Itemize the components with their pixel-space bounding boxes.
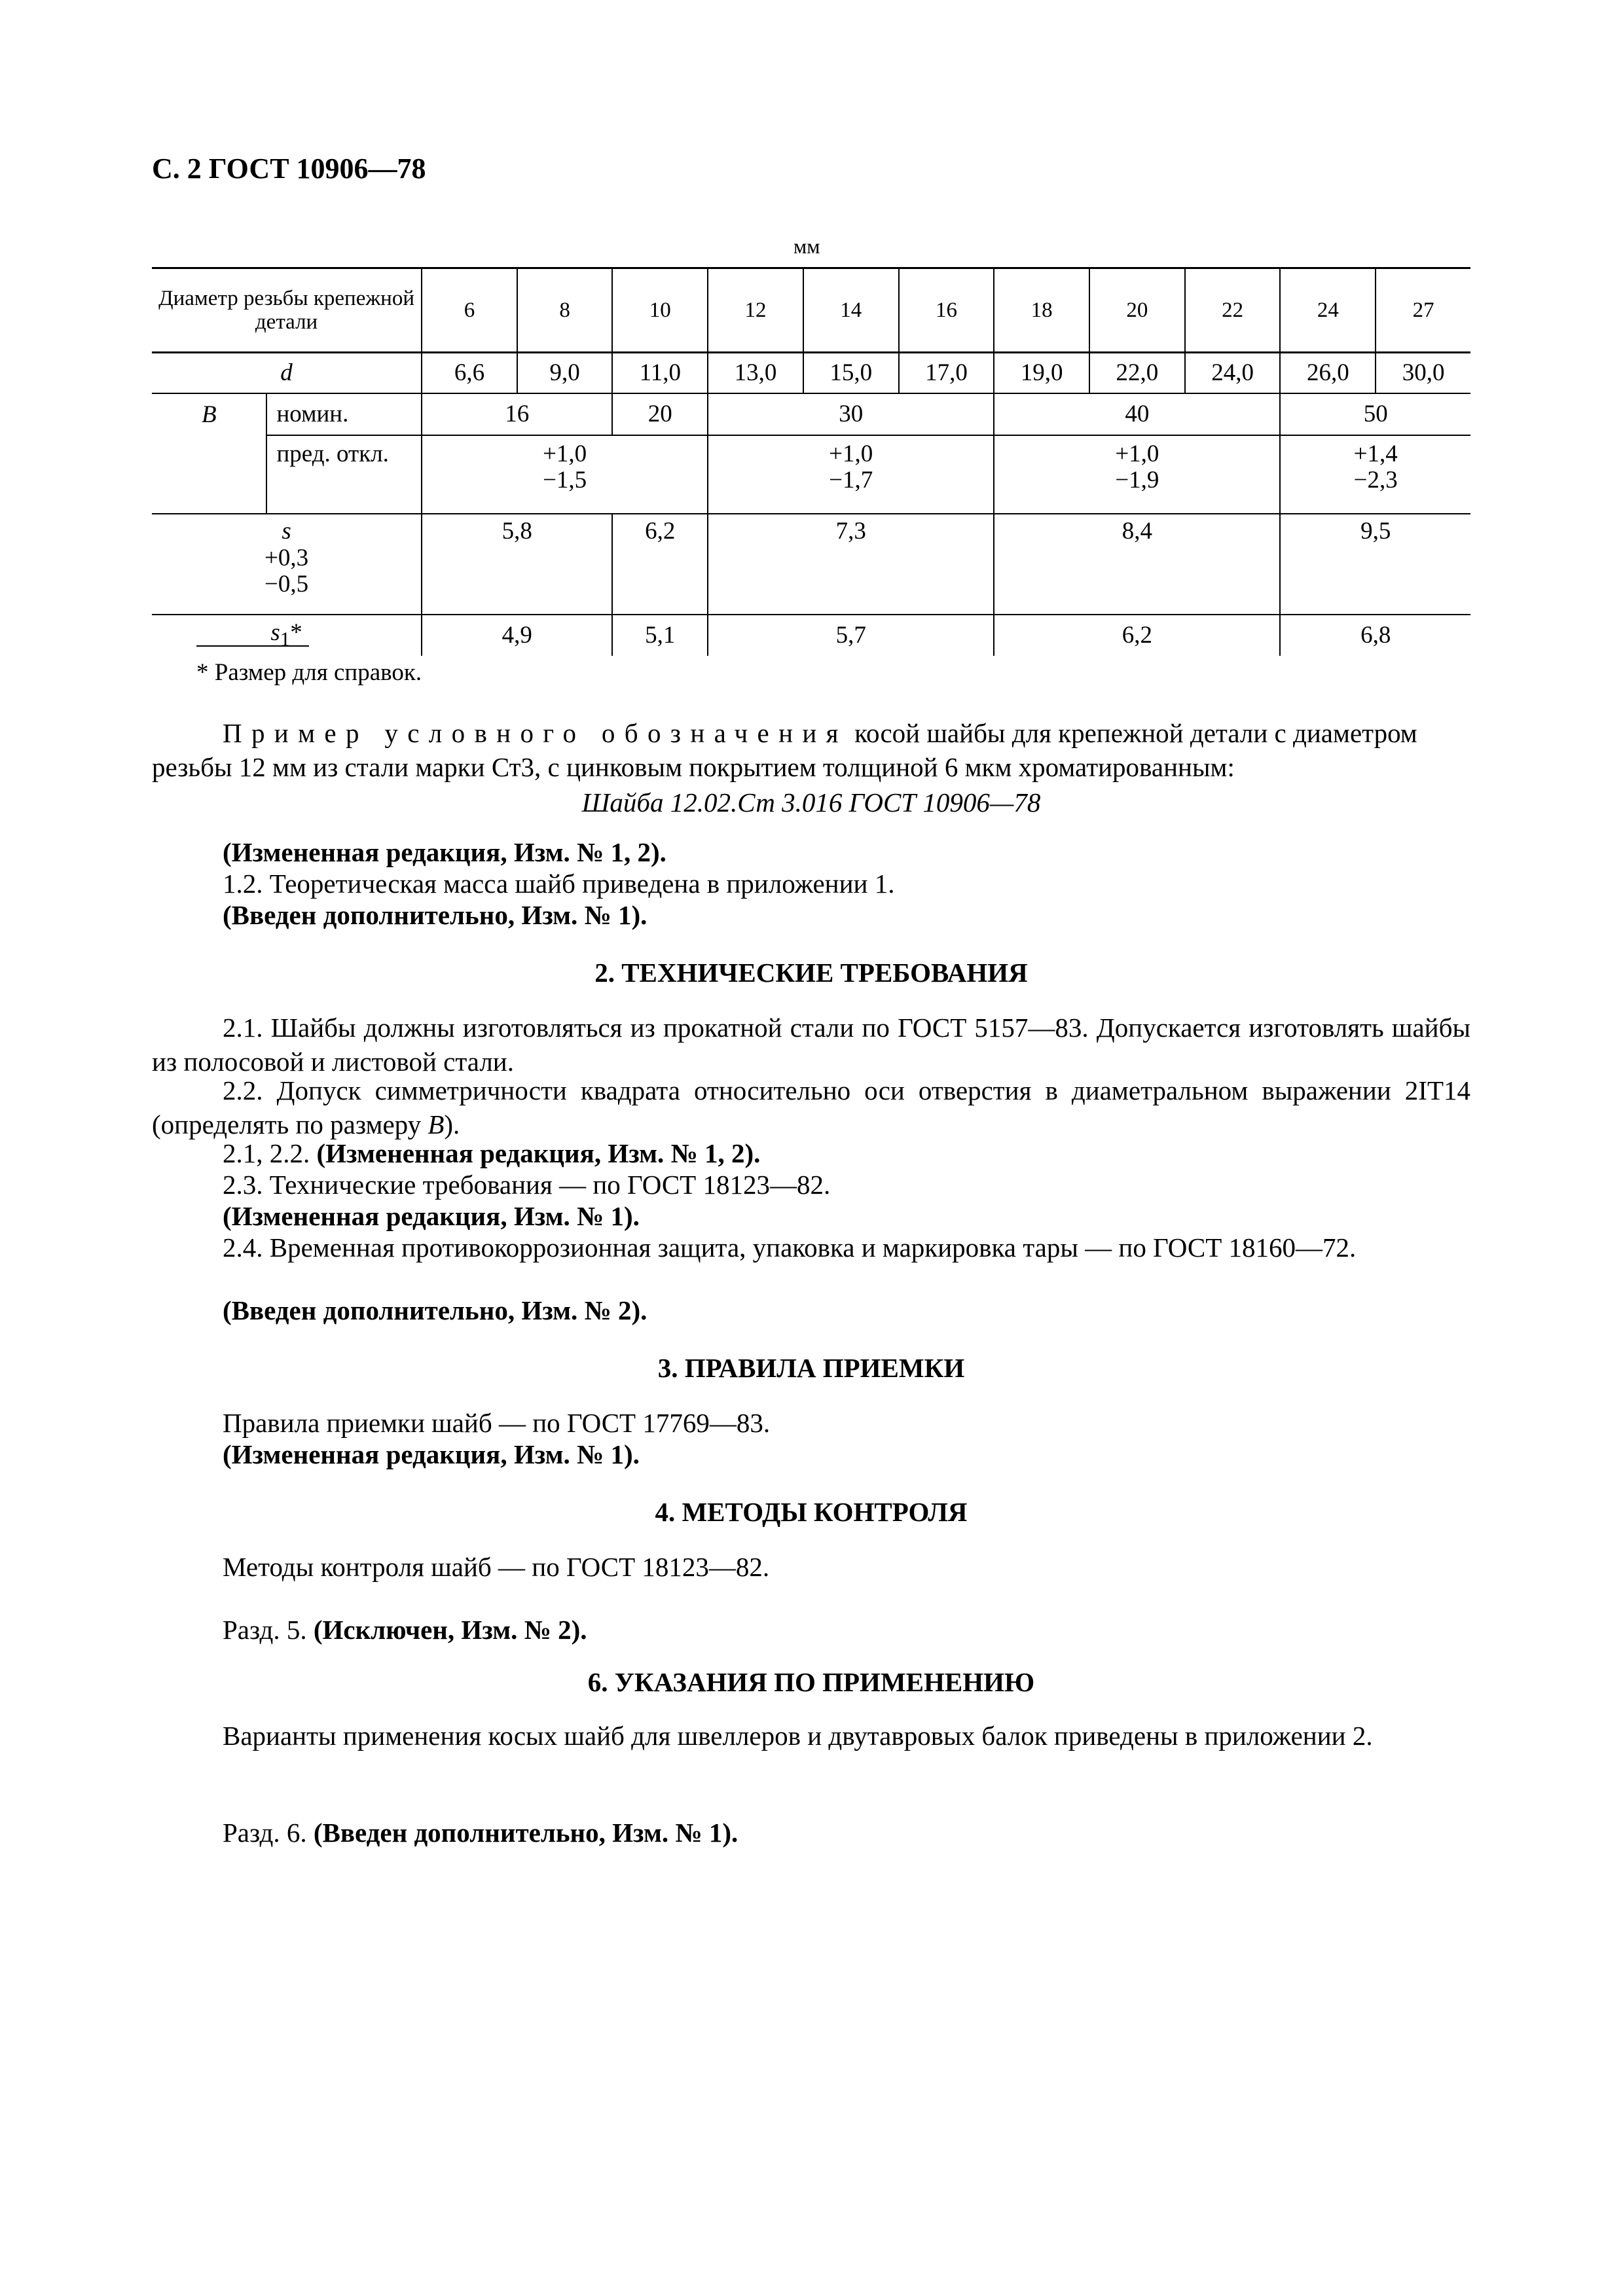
s-symbol: s bbox=[282, 518, 291, 545]
amendment-note: (Введен дополнительно, Изм. № 2). bbox=[223, 1295, 647, 1325]
d-value: 15,0 bbox=[803, 353, 899, 394]
table-unit: мм bbox=[793, 234, 820, 258]
d-value: 11,0 bbox=[612, 353, 708, 394]
page-header: С. 2 ГОСТ 10906—78 bbox=[152, 152, 426, 185]
clause-2-2 bbox=[152, 1073, 1470, 1141]
deviation-minus: −1,7 bbox=[829, 466, 873, 493]
section-5-note bbox=[152, 1613, 1470, 1647]
nominal-value: 16 bbox=[422, 393, 612, 435]
clause-2-3: 2.3. Технические требования — по ГОСТ 18123—82. bbox=[223, 1170, 831, 1200]
nominal-value: 30 bbox=[708, 393, 994, 435]
d-value: 24,0 bbox=[1185, 353, 1281, 394]
s1-value: 6,2 bbox=[994, 615, 1280, 656]
s1-value: 5,1 bbox=[612, 615, 708, 656]
d-value: 13,0 bbox=[708, 353, 803, 394]
section-status: (Исключен, Изм. № 2). bbox=[313, 1615, 587, 1645]
diameter-cell: 18 bbox=[994, 268, 1089, 353]
footnote: * Размер для справок. bbox=[196, 659, 422, 686]
section-status: (Введен дополнительно, Изм. № 1). bbox=[313, 1818, 739, 1848]
nominal-value: 40 bbox=[994, 393, 1280, 435]
d-label: d bbox=[152, 353, 422, 394]
d-value: 9,0 bbox=[517, 353, 613, 394]
section-ref: Разд. 5. bbox=[223, 1615, 314, 1645]
diameter-cell: 24 bbox=[1280, 268, 1376, 353]
section-heading-6: 6. УКАЗАНИЯ ПО ПРИМЕНЕНИЮ bbox=[587, 1667, 1035, 1697]
b-label: B bbox=[152, 393, 266, 514]
amendment-note: (Измененная редакция, Изм. № 1, 2). bbox=[223, 837, 666, 867]
example-text-2: резьбы 12 мм из стали марки Ст3, с цинковым покрытием толщиной 6 мкм хроматированным: bbox=[152, 752, 1235, 782]
deviation-value bbox=[994, 435, 1280, 514]
section-heading-2: 2. ТЕХНИЧЕСКИЕ ТРЕБОВАНИЯ bbox=[594, 958, 1028, 988]
amendment-note: (Измененная редакция, Изм. № 1). bbox=[223, 1439, 640, 1469]
d-value: 26,0 bbox=[1280, 353, 1376, 394]
dimensions-table bbox=[152, 267, 1470, 656]
section-heading-3: 3. ПРАВИЛА ПРИЕМКИ bbox=[657, 1353, 965, 1383]
s1-star: * bbox=[290, 619, 302, 647]
example-lead: Пример условного обозначения bbox=[223, 718, 848, 748]
nominal-value: 50 bbox=[1280, 393, 1470, 435]
example-designation: Шайба 12.02.Ст 3.016 ГОСТ 10906—78 bbox=[581, 787, 1041, 817]
deviation-plus: +1,0 bbox=[1115, 440, 1159, 467]
deviation-value bbox=[708, 435, 994, 514]
thread-diameter-header: Диаметр резьбы крепежной детали bbox=[152, 268, 422, 353]
d-value: 17,0 bbox=[899, 353, 994, 394]
diameter-cell: 10 bbox=[612, 268, 708, 353]
s-value: 6,2 bbox=[612, 514, 708, 615]
s1-symbol: s bbox=[270, 619, 280, 647]
clause-2-1: 2.1. Шайбы должны изготовляться из прокатной стали по ГОСТ 5157—83. Допускается изготовлять шайбы из полосовой и листовой стали. bbox=[152, 1013, 1470, 1077]
clause-1-2: 1.2. Теоретическая масса шайб приведена в приложении 1. bbox=[223, 869, 895, 899]
deviation-value bbox=[422, 435, 708, 514]
nominal-value: 20 bbox=[612, 393, 708, 435]
section-ref: Разд. 6. bbox=[223, 1818, 314, 1848]
clause-4: Методы контроля шайб — по ГОСТ 18123—82. bbox=[223, 1552, 770, 1582]
s-tol-minus: −0,5 bbox=[264, 571, 309, 598]
section-heading-4: 4. МЕТОДЫ КОНТРОЛЯ bbox=[655, 1497, 968, 1527]
deviation-label: пред. откл. bbox=[266, 435, 422, 514]
deviation-plus: +1,4 bbox=[1353, 440, 1398, 467]
s-value: 9,5 bbox=[1280, 514, 1470, 615]
section-6-note bbox=[152, 1816, 1470, 1850]
clause-2-2-end: ). bbox=[444, 1109, 460, 1139]
s1-subscript: 1 bbox=[280, 628, 291, 651]
clause-2-1-2-2-note bbox=[152, 1136, 1470, 1170]
diameter-cell: 20 bbox=[1089, 268, 1185, 353]
clause-3: Правила приемки шайб — по ГОСТ 17769—83. bbox=[223, 1408, 771, 1438]
note-text: (Измененная редакция, Изм. № 1, 2). bbox=[316, 1138, 761, 1168]
diameter-cell: 6 bbox=[422, 268, 517, 353]
s1-value: 6,8 bbox=[1280, 615, 1470, 656]
note-ref: 2.1, 2.2. bbox=[223, 1138, 317, 1168]
deviation-minus: −2,3 bbox=[1353, 466, 1398, 493]
s-value: 8,4 bbox=[994, 514, 1280, 615]
diameter-cell: 16 bbox=[899, 268, 994, 353]
clause-6: Варианты применения косых шайб для швеллеров и двутавровых балок приведены в приложении 2. bbox=[223, 1721, 1373, 1751]
d-value: 30,0 bbox=[1376, 353, 1470, 394]
amendment-note: (Измененная редакция, Изм. № 1). bbox=[223, 1201, 640, 1231]
deviation-plus: +1,0 bbox=[829, 440, 873, 467]
deviation-plus: +1,0 bbox=[543, 440, 587, 467]
d-value: 22,0 bbox=[1089, 353, 1185, 394]
s-tol-plus: +0,3 bbox=[264, 544, 309, 571]
s1-label bbox=[152, 615, 422, 656]
s1-value: 5,7 bbox=[708, 615, 994, 656]
s-value: 5,8 bbox=[422, 514, 612, 615]
example-paragraph bbox=[152, 716, 1470, 784]
s-label bbox=[152, 514, 422, 615]
nominal-label: номин. bbox=[266, 393, 422, 435]
diameter-cell: 12 bbox=[708, 268, 803, 353]
example-text-1: косой шайбы для крепежной детали с диаметром bbox=[847, 718, 1417, 748]
deviation-minus: −1,5 bbox=[543, 466, 587, 493]
diameter-cell: 8 bbox=[517, 268, 613, 353]
clause-2-2-text: 2.2. Допуск симметричности квадрата относительно оси отверстия в диаметральном выражении 2IT14 (определять по размеру bbox=[152, 1075, 1470, 1139]
clause-2-4: 2.4. Временная противокоррозионная защита, упаковка и маркировка тары — по ГОСТ 18160—72. bbox=[223, 1232, 1357, 1263]
amendment-note: (Введен дополнительно, Изм. № 1). bbox=[223, 900, 647, 930]
diameter-cell: 22 bbox=[1185, 268, 1281, 353]
clause-2-2-symbol: B bbox=[428, 1109, 445, 1139]
d-value: 19,0 bbox=[994, 353, 1089, 394]
footnote-rule bbox=[196, 645, 309, 647]
d-value: 6,6 bbox=[422, 353, 517, 394]
s-value: 7,3 bbox=[708, 514, 994, 615]
diameter-cell: 14 bbox=[803, 268, 899, 353]
diameter-cell: 27 bbox=[1376, 268, 1470, 353]
deviation-value bbox=[1280, 435, 1470, 514]
deviation-minus: −1,9 bbox=[1115, 466, 1159, 493]
s1-value: 4,9 bbox=[422, 615, 612, 656]
